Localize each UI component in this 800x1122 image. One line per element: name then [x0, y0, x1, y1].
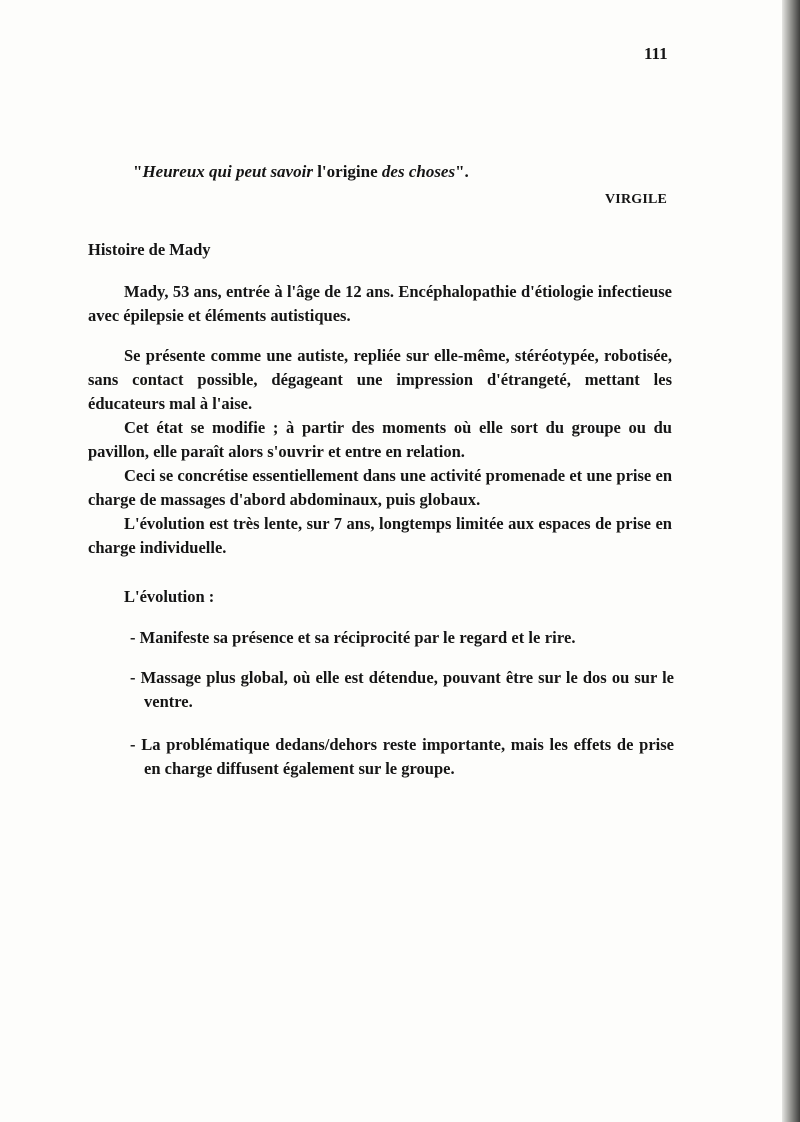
list-item-1-mid-2: et	[507, 628, 529, 647]
list-item-1-after: .	[571, 628, 576, 647]
list-item-2-emphasis: détendue	[368, 668, 434, 687]
paragraph-5-text: L'évolution est très lente, sur 7 ans, longtemps limitée aux espaces de prise en charge individuelle.	[88, 514, 672, 557]
paragraph-3	[88, 416, 672, 464]
list-item-2-before: - Massage plus global, où elle est	[130, 668, 369, 687]
page-number: 111	[644, 44, 668, 63]
paragraph-3-before: Cet état se modifie ; à partir des moments où elle sort du groupe ou du pavillon, elle paraît alors	[88, 418, 672, 461]
paragraph-4-before: Ceci se concrétise essentiellement dans une activité promenade et une prise en charge de massages d'abord abdominaux, puis	[88, 466, 672, 509]
evolution-label: L'évolution :	[124, 587, 215, 606]
list-item-1	[130, 626, 674, 650]
list-item-1-emphasis-3: le rire	[528, 628, 572, 647]
paragraph-3-emphasis: s'ouvrir	[267, 442, 324, 461]
list-item-1-before: - Manifeste sa présence et sa	[130, 628, 334, 647]
list-item-2-after: , pouvant être sur le dos ou sur le ventre.	[144, 668, 675, 711]
list-item-2	[130, 666, 674, 714]
list-item-1-emphasis-1: réciprocité	[333, 628, 411, 647]
paragraph-4-after: .	[476, 490, 481, 509]
epigraph-quote	[133, 162, 469, 182]
page-edge-shadow	[782, 0, 800, 1122]
paragraph-1	[88, 280, 672, 328]
epigraph-text-part2: des choses	[377, 162, 456, 181]
paragraph-2-text: Se présente comme une autiste, repliée sur elle-même, stéréotypée, robotisée, sans contact possible, dégageant une impression d'étrangeté, mettant les éducateurs mal à l'aise.	[88, 346, 672, 413]
epigraph-text-part1: Heureux qui peut savoir	[142, 162, 318, 181]
paragraph-1-text: Mady, 53 ans, entrée à l'âge de 12 ans. Encéphalopathie d'étiologie infectieuse avec épilepsie et éléments autistiques.	[88, 282, 672, 325]
paragraph-3-text	[88, 416, 672, 464]
paragraph-3-after: et entre en relation.	[323, 442, 465, 461]
paragraph-5	[88, 512, 672, 560]
paragraph-4	[88, 464, 672, 512]
list-item-1-mid-1: par	[410, 628, 443, 647]
epigraph-close-quote: ".	[455, 162, 469, 181]
section-heading: Histoire de Mady	[88, 240, 211, 259]
epigraph-author: VIRGILE	[605, 192, 668, 207]
list-item-1-emphasis-2: le regard	[443, 628, 508, 647]
epigraph-emphasis: l'origine	[317, 162, 378, 181]
epigraph-open-quote: "	[133, 162, 143, 181]
paragraph-4-text	[88, 464, 672, 512]
paragraph-2	[88, 344, 672, 416]
list-item-3: - La problématique dedans/dehors reste importante, mais les effets de prise en charge diffusent également sur le groupe.	[130, 735, 674, 778]
paragraph-4-emphasis: globaux	[419, 490, 477, 509]
